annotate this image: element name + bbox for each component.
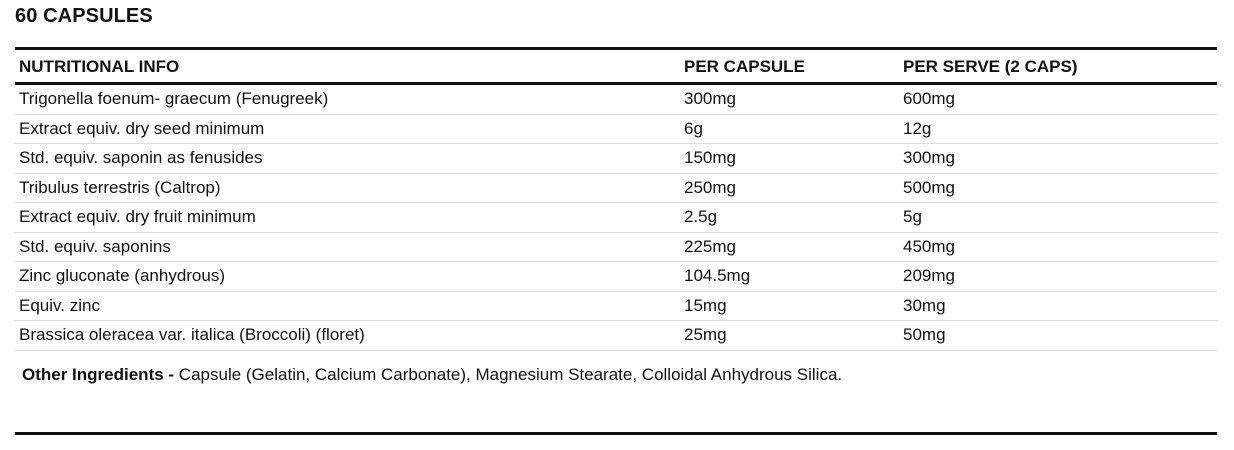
ingredient-name: Brassica oleracea var. italica (Broccoli) (floret) <box>15 321 680 351</box>
ingredient-name: Trigonella foenum- graecum (Fenugreek) <box>15 84 680 115</box>
other-ingredients-label: Other Ingredients - <box>22 365 175 384</box>
per-serve-value: 209mg <box>899 262 1217 292</box>
header-per-capsule: PER CAPSULE <box>680 49 899 84</box>
table-row <box>15 232 1217 262</box>
per-capsule-value: 2.5g <box>680 203 899 233</box>
ingredient-name: Extract equiv. dry seed minimum <box>15 114 680 144</box>
ingredient-name: Equiv. zinc <box>15 291 680 321</box>
ingredient-name: Zinc gluconate (anhydrous) <box>15 262 680 292</box>
per-serve-value: 30mg <box>899 291 1217 321</box>
table-row <box>15 321 1217 351</box>
table-row <box>15 291 1217 321</box>
nutrition-table <box>15 47 1217 351</box>
table-row <box>15 203 1217 233</box>
page-title: 60 CAPSULES <box>15 5 153 27</box>
table-row <box>15 114 1217 144</box>
per-capsule-value: 225mg <box>680 232 899 262</box>
per-serve-value: 5g <box>899 203 1217 233</box>
per-serve-value: 50mg <box>899 321 1217 351</box>
ingredient-name: Std. equiv. saponins <box>15 232 680 262</box>
other-ingredients <box>22 365 842 385</box>
table-row <box>15 173 1217 203</box>
per-serve-value: 12g <box>899 114 1217 144</box>
per-capsule-value: 15mg <box>680 291 899 321</box>
per-capsule-value: 250mg <box>680 173 899 203</box>
bottom-divider <box>15 432 1217 435</box>
per-capsule-value: 6g <box>680 114 899 144</box>
per-capsule-value: 25mg <box>680 321 899 351</box>
ingredient-name: Extract equiv. dry fruit minimum <box>15 203 680 233</box>
per-serve-value: 500mg <box>899 173 1217 203</box>
nutrition-table-container <box>15 47 1217 351</box>
per-serve-value: 600mg <box>899 84 1217 115</box>
table-header-row <box>15 49 1217 84</box>
header-per-serve: PER SERVE (2 CAPS) <box>899 49 1217 84</box>
other-ingredients-text: Capsule (Gelatin, Calcium Carbonate), Magnesium Stearate, Colloidal Anhydrous Silica. <box>174 365 843 384</box>
ingredient-name: Std. equiv. saponin as fenusides <box>15 144 680 174</box>
per-serve-value: 450mg <box>899 232 1217 262</box>
per-serve-value: 300mg <box>899 144 1217 174</box>
table-row <box>15 144 1217 174</box>
table-row <box>15 262 1217 292</box>
header-nutritional-info: NUTRITIONAL INFO <box>15 49 680 84</box>
table-row <box>15 84 1217 115</box>
per-capsule-value: 150mg <box>680 144 899 174</box>
per-capsule-value: 104.5mg <box>680 262 899 292</box>
per-capsule-value: 300mg <box>680 84 899 115</box>
ingredient-name: Tribulus terrestris (Caltrop) <box>15 173 680 203</box>
